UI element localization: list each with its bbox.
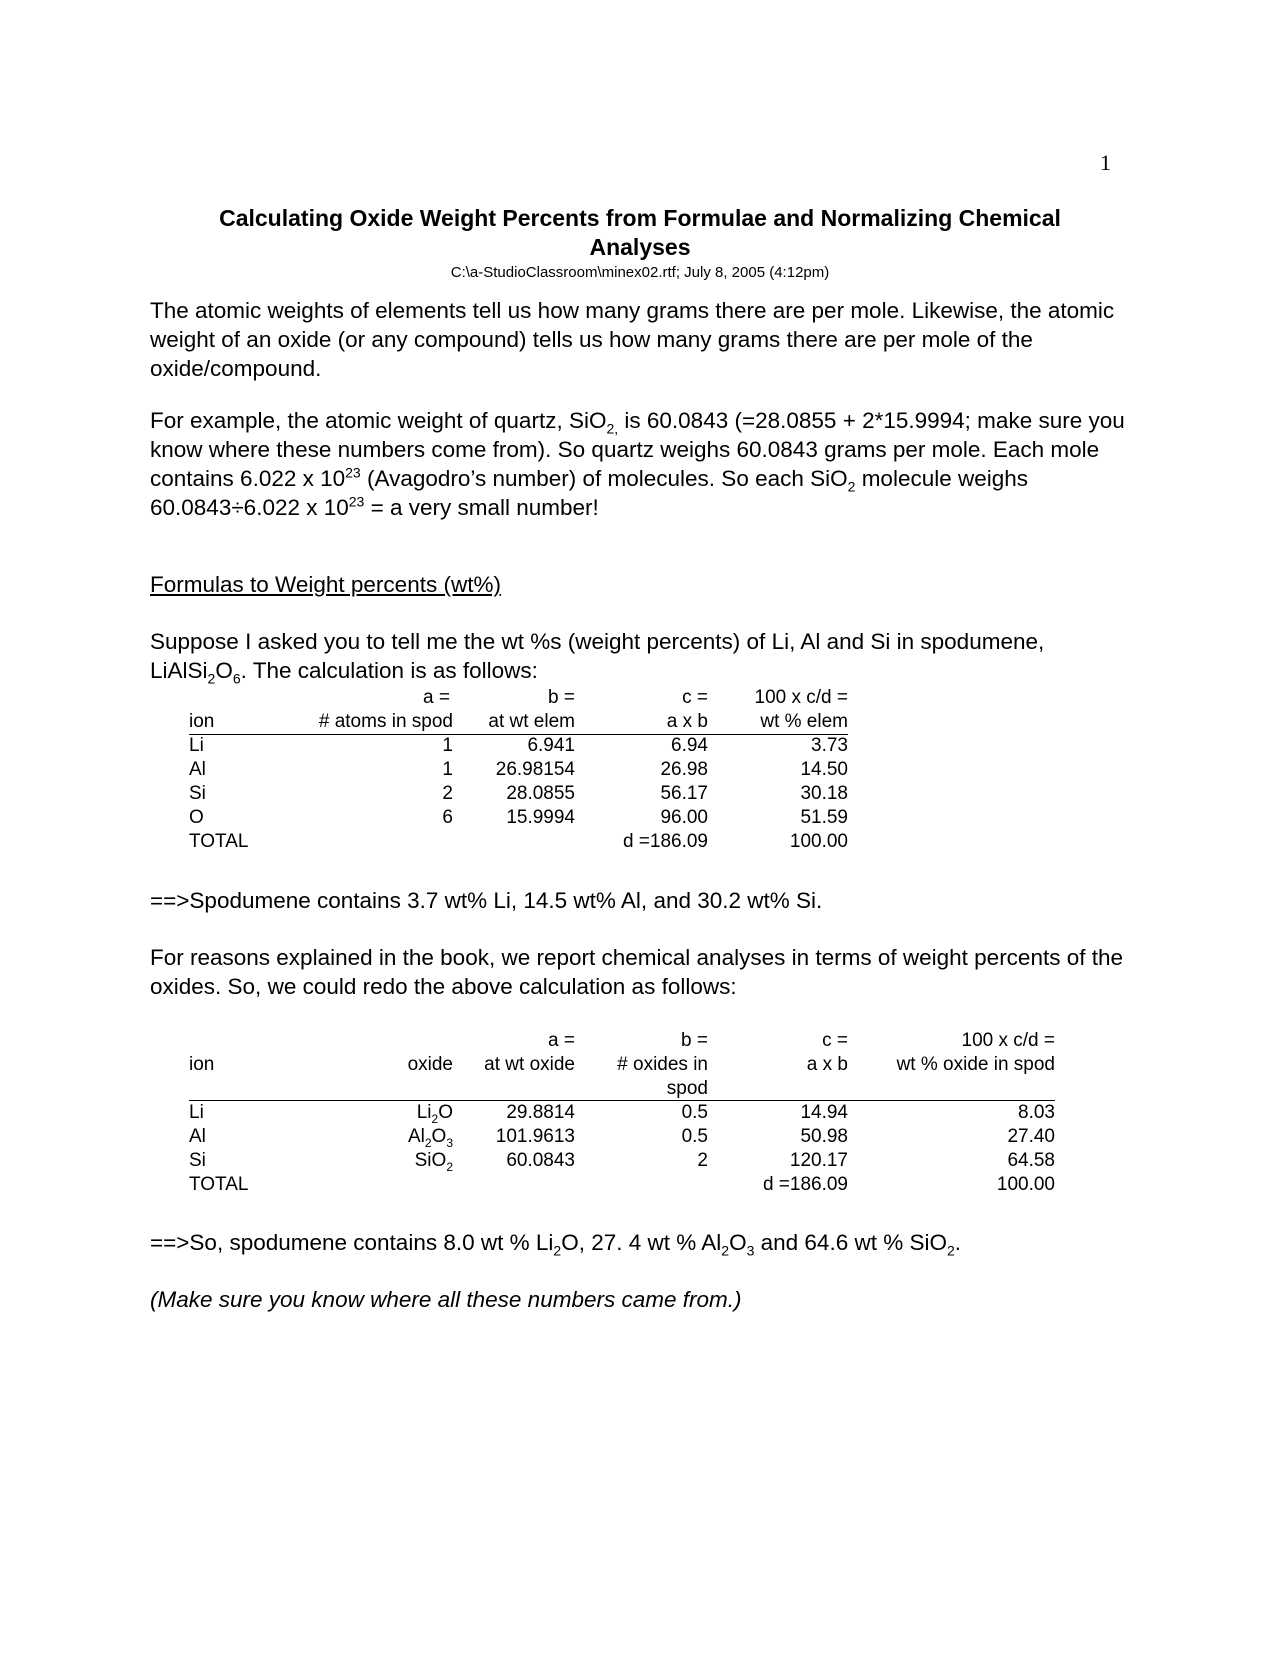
t1-cell: 26.98154 bbox=[495, 759, 575, 780]
t2-cell: 2 bbox=[697, 1150, 708, 1171]
suppose-paragraph bbox=[150, 627, 1140, 685]
t1-cell: d =186.09 bbox=[622, 831, 708, 852]
table-row: Li bbox=[189, 735, 204, 756]
suppose-sub-1: 2 bbox=[207, 670, 216, 687]
suppose-text-1: Suppose I asked you to tell me the wt %s (weight percents) of Li, Al and Si in spodumene, LiAlSi bbox=[150, 629, 1045, 683]
t1-header-top-b: b = bbox=[548, 687, 575, 708]
t2-cell: 0.5 bbox=[681, 1126, 708, 1147]
document-title bbox=[140, 204, 1140, 262]
table-row: Si bbox=[189, 783, 206, 804]
t1-header-top-a: a = bbox=[423, 687, 450, 708]
t1-cell: 6 bbox=[442, 807, 453, 828]
example-paragraph bbox=[150, 406, 1140, 522]
t2-cell: 8.03 bbox=[1018, 1102, 1055, 1123]
table-row: Al bbox=[189, 759, 206, 780]
t1-col-wt: wt % elem bbox=[760, 711, 848, 732]
t2-col-wt: wt % oxide in spod bbox=[896, 1054, 1055, 1075]
t1-cell: 14.50 bbox=[800, 759, 848, 780]
suppose-text-3: . The calculation is as follows: bbox=[240, 658, 538, 683]
t1-cell: 2 bbox=[442, 783, 453, 804]
suppose-sub-2: 6 bbox=[232, 670, 241, 687]
ox-part: O bbox=[438, 1102, 453, 1123]
t2-cell: 101.9613 bbox=[495, 1126, 575, 1147]
t1-cell: 26.98 bbox=[660, 759, 708, 780]
conc2-text: . bbox=[954, 1230, 962, 1255]
table-row: TOTAL bbox=[189, 1174, 249, 1195]
t1-cell: 1 bbox=[442, 759, 453, 780]
conc2-text: ==>So, spodumene contains 8.0 wt % Li bbox=[150, 1230, 554, 1255]
t2-col-oxide: oxide bbox=[407, 1054, 453, 1075]
example-sub-1: 2, bbox=[606, 420, 619, 437]
t2-header-top-b: b = bbox=[681, 1030, 708, 1051]
oxide-formula bbox=[300, 1101, 453, 1125]
t2-cell: 0.5 bbox=[681, 1102, 708, 1123]
table-row: O bbox=[189, 807, 204, 828]
example-sup-2: 23 bbox=[348, 493, 365, 510]
t2-col-n-wrap: spod bbox=[666, 1078, 708, 1099]
example-text-5: = a very small number! bbox=[364, 495, 599, 520]
ox-sub: 2 bbox=[431, 1111, 439, 1126]
t1-col-atwt: at wt elem bbox=[488, 711, 575, 732]
t2-cell: 29.8814 bbox=[506, 1102, 575, 1123]
t1-cell: 15.9994 bbox=[506, 807, 575, 828]
t2-cell: 50.98 bbox=[800, 1126, 848, 1147]
t1-cell: 6.94 bbox=[671, 735, 708, 756]
title-line-1: Calculating Oxide Weight Percents from Formulae and Normalizing Chemical bbox=[219, 205, 1061, 231]
conc2-text: and 64.6 wt % SiO bbox=[754, 1230, 947, 1255]
t1-cell: 28.0855 bbox=[506, 783, 575, 804]
conc2-sub: 3 bbox=[746, 1242, 755, 1259]
t1-cell: 100.00 bbox=[789, 831, 848, 852]
ox-part: O bbox=[431, 1126, 447, 1147]
t1-col-c: a x b bbox=[666, 711, 708, 732]
example-sup-1: 23 bbox=[345, 464, 361, 481]
t2-col-c: a x b bbox=[806, 1054, 848, 1075]
t2-col-atwt: at wt oxide bbox=[484, 1054, 575, 1075]
ox-part: Al bbox=[407, 1126, 425, 1147]
t2-col-ion: ion bbox=[189, 1054, 215, 1075]
t1-cell: 1 bbox=[442, 735, 453, 756]
conc2-sub: 2 bbox=[946, 1242, 955, 1259]
t1-cell: 96.00 bbox=[660, 807, 708, 828]
t1-cell: 30.18 bbox=[800, 783, 848, 804]
example-text-3: (Avagodro’s number) of molecules. So each SiO bbox=[360, 466, 848, 491]
example-text-1: For example, the atomic weight of quartz, SiO bbox=[150, 408, 607, 433]
t2-col-n: # oxides in bbox=[617, 1054, 708, 1075]
t2-cell: 27.40 bbox=[1007, 1126, 1055, 1147]
example-sub-2: 2 bbox=[847, 478, 856, 495]
t1-cell: 3.73 bbox=[811, 735, 848, 756]
t2-header-top-d: 100 x c/d = bbox=[961, 1030, 1055, 1051]
page-number: 1 bbox=[1100, 150, 1111, 175]
document-subtitle: C:\a-StudioClassroom\minex02.rtf; July 8, 2005 (4:12pm) bbox=[450, 264, 830, 281]
t2-cell: 100.00 bbox=[996, 1174, 1055, 1195]
example-text-2: is 60.0843 (=28.0855 + 2*15.9994; make sure you know where these numbers come from). So quartz weighs 60.0843 grams per mole. Each mole contains 6.022 x 10 bbox=[150, 408, 1125, 491]
conc2-text: O bbox=[729, 1230, 747, 1255]
t2-header-top-c: c = bbox=[822, 1030, 848, 1051]
section-heading: Formulas to Weight percents (wt%) bbox=[150, 572, 501, 597]
t2-cell: 120.17 bbox=[789, 1150, 848, 1171]
example-text-4: molecule weighs 60.0843÷6.022 x 10 bbox=[150, 466, 1029, 520]
closing-note: (Make sure you know where all these numbers came from.) bbox=[150, 1287, 742, 1312]
t1-cell: 56.17 bbox=[660, 783, 708, 804]
t1-header-top-d: 100 x c/d = bbox=[754, 687, 848, 708]
conc2-text: O, 27. 4 wt % Al bbox=[561, 1230, 722, 1255]
oxide-formula bbox=[300, 1149, 453, 1173]
t2-cell: 64.58 bbox=[1007, 1150, 1055, 1171]
t1-cell: 51.59 bbox=[800, 807, 848, 828]
ox-sub: 2 bbox=[446, 1159, 453, 1174]
table-row: Li bbox=[189, 1102, 204, 1123]
reasons-paragraph: For reasons explained in the book, we report chemical analyses in terms of weight percents of the oxides. So, we could redo the above calculation as follows: bbox=[150, 945, 1124, 999]
table-row: Al bbox=[189, 1126, 206, 1147]
ox-sub: 3 bbox=[446, 1135, 453, 1150]
conclusion-2 bbox=[150, 1228, 1140, 1257]
conclusion-1: ==>Spodumene contains 3.7 wt% Li, 14.5 wt% Al, and 30.2 wt% Si. bbox=[150, 888, 823, 913]
t2-header-top-a: a = bbox=[548, 1030, 575, 1051]
t2-cell: 14.94 bbox=[800, 1102, 848, 1123]
ox-sub: 2 bbox=[424, 1135, 432, 1150]
t1-cell: 6.941 bbox=[527, 735, 575, 756]
conc2-sub: 2 bbox=[553, 1242, 562, 1259]
ox-part: Li bbox=[416, 1102, 432, 1123]
table-row: TOTAL bbox=[189, 831, 249, 852]
table-row: Si bbox=[189, 1150, 206, 1171]
t1-col-ion: ion bbox=[189, 711, 215, 732]
t2-cell: d =186.09 bbox=[762, 1174, 848, 1195]
suppose-text-2: O bbox=[215, 658, 233, 683]
conc2-sub: 2 bbox=[721, 1242, 730, 1259]
intro-paragraph: The atomic weights of elements tell us how many grams there are per mole. Likewise, the atomic weight of an oxide (or any compound) tells us how many grams there are per mole of the oxide/compound. bbox=[150, 298, 1115, 381]
t1-col-atoms: # atoms in spod bbox=[318, 711, 453, 732]
title-line-2: Analyses bbox=[589, 234, 691, 260]
t2-cell: 60.0843 bbox=[506, 1150, 575, 1171]
t1-header-top-c: c = bbox=[682, 687, 708, 708]
oxide-formula bbox=[300, 1125, 453, 1149]
ox-part: SiO bbox=[414, 1150, 447, 1171]
